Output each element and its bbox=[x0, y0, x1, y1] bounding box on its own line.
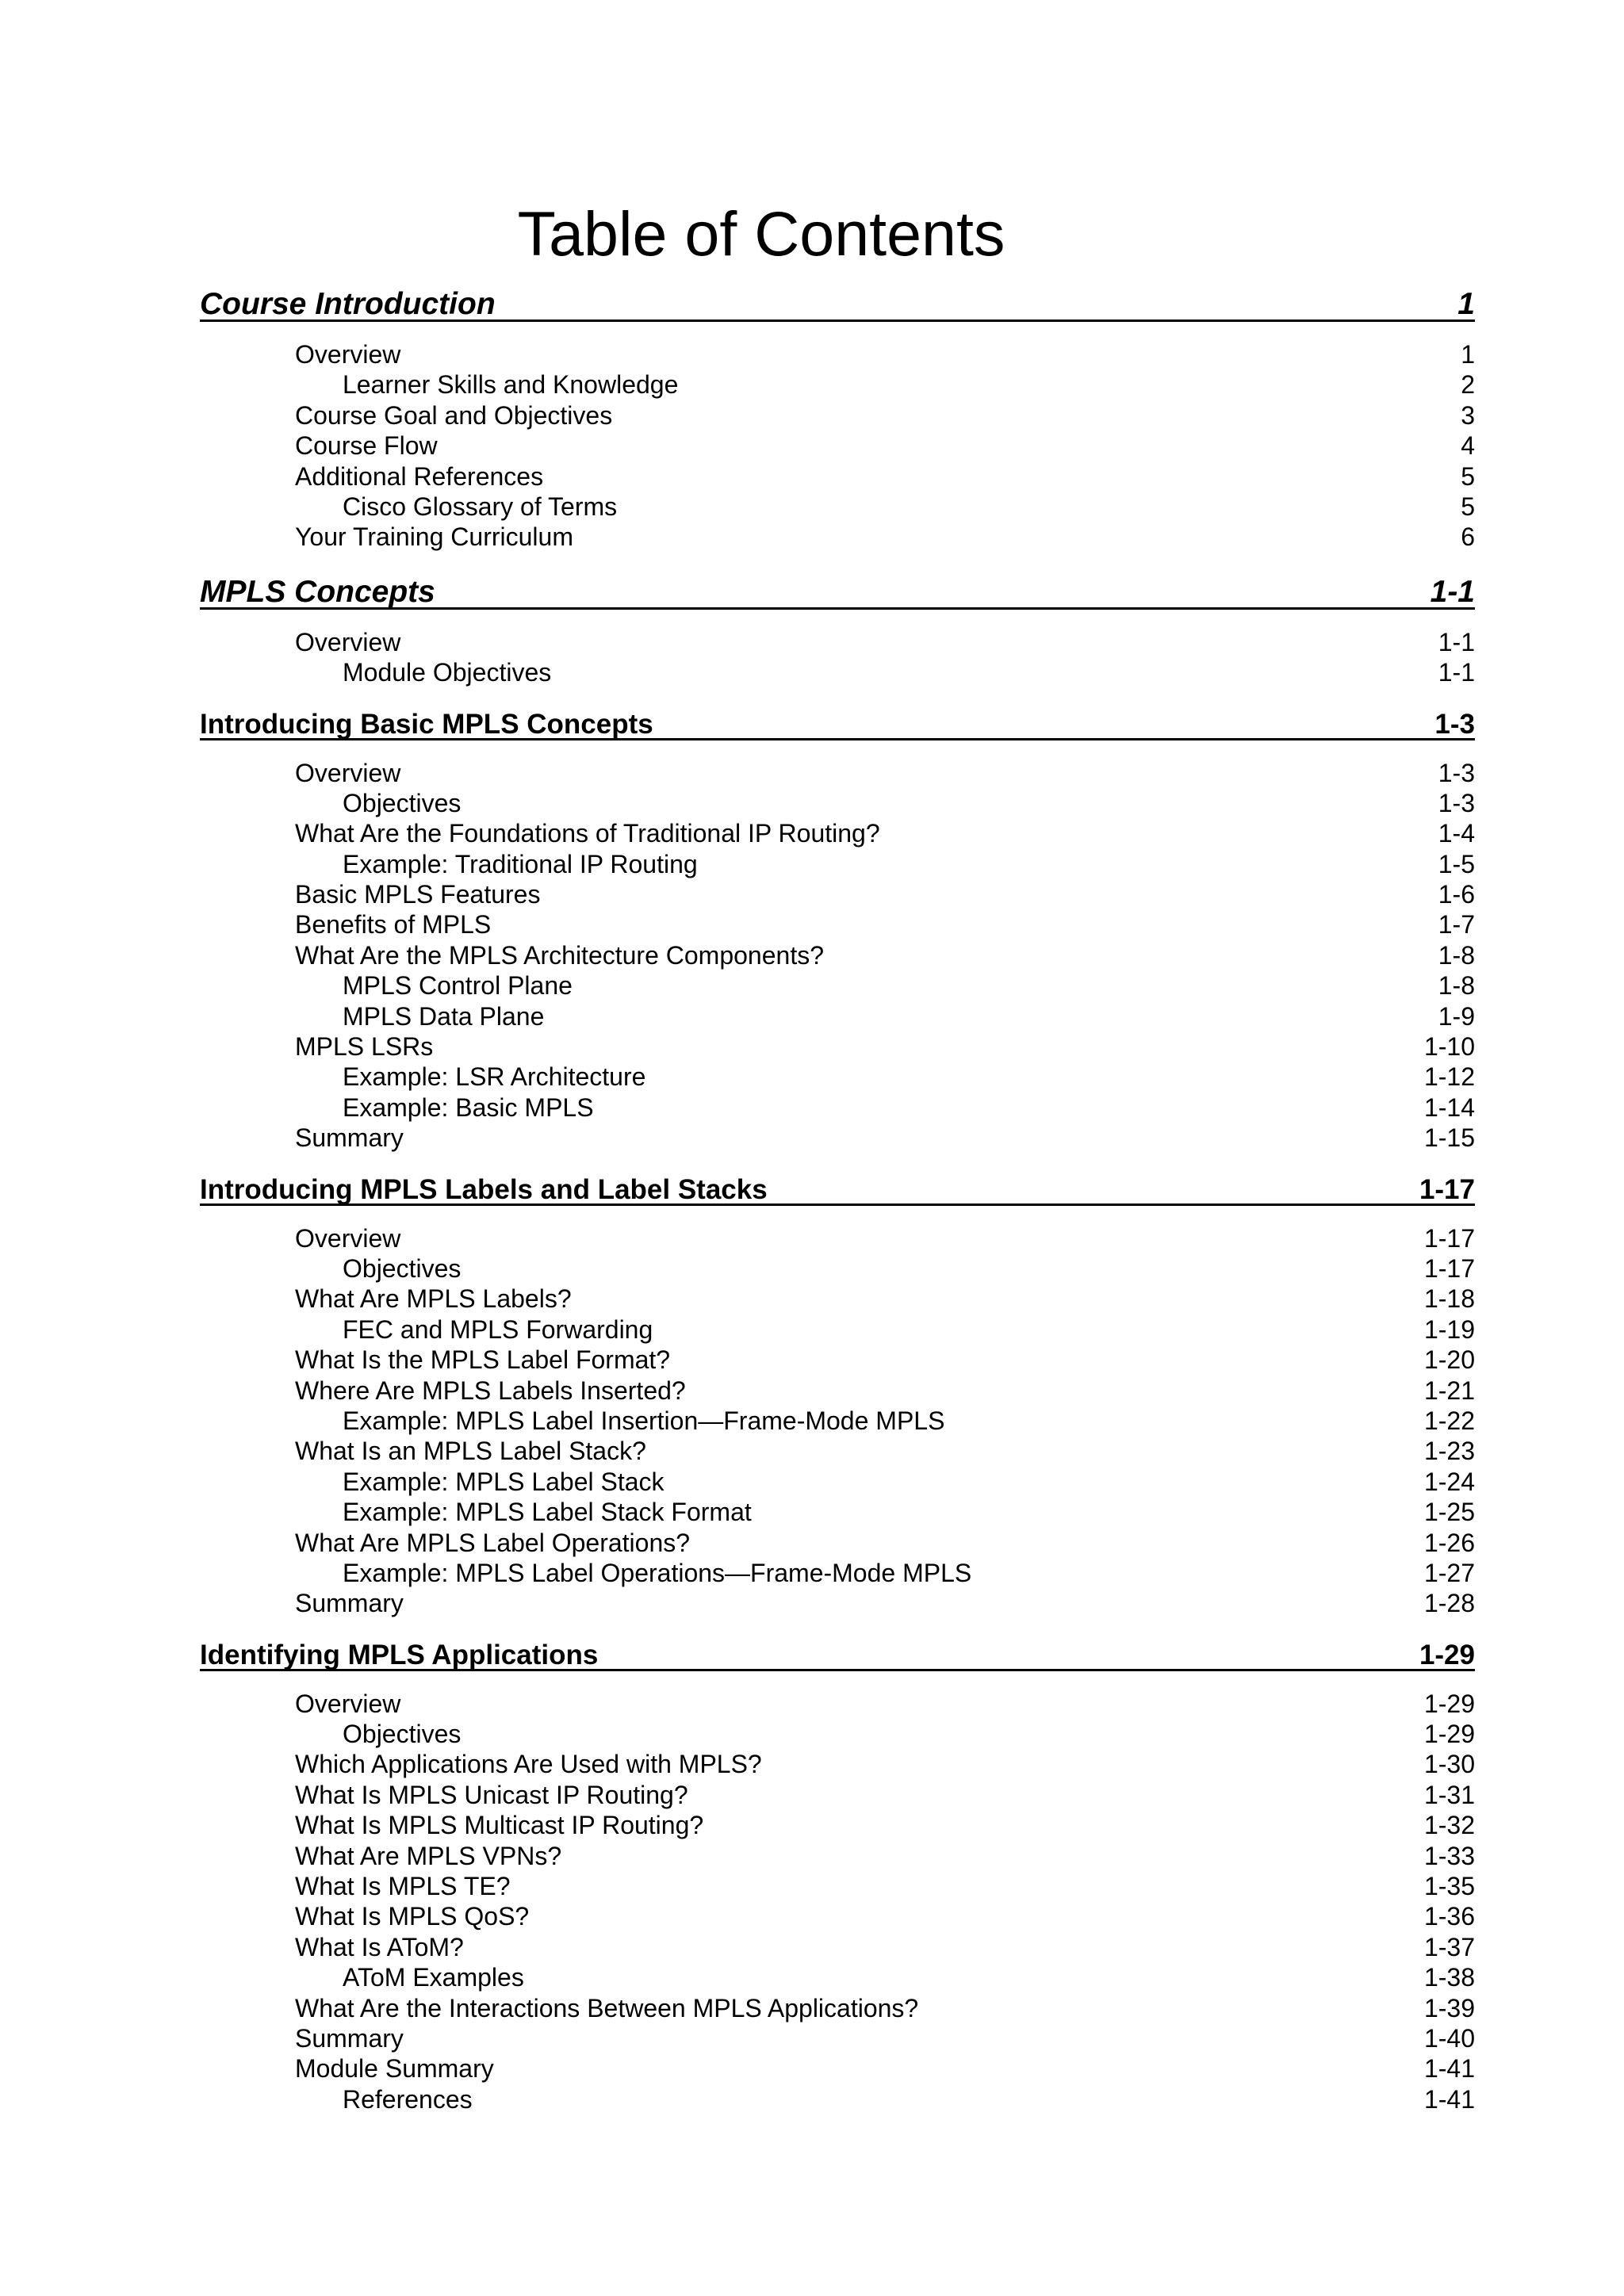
toc-entry[interactable] bbox=[200, 2023, 1475, 2053]
entry-page-number: 1-12 bbox=[1423, 1062, 1475, 1092]
section-page-number: 1-1 bbox=[1430, 574, 1475, 609]
entry-label: What Are the Interactions Between MPLS Applications? bbox=[295, 1993, 919, 2022]
entry-label: MPLS Control Plane bbox=[343, 971, 573, 1001]
toc-subentry[interactable] bbox=[200, 492, 1475, 522]
toc-subentry[interactable] bbox=[200, 369, 1475, 400]
toc-subentry[interactable] bbox=[200, 1001, 1475, 1031]
entry-label: What Is the MPLS Label Format? bbox=[295, 1345, 671, 1375]
section-page-number: 1-17 bbox=[1419, 1173, 1475, 1205]
section-title: Identifying MPLS Applications bbox=[200, 1639, 599, 1670]
toc-subentry[interactable] bbox=[200, 1314, 1475, 1345]
toc-subentry[interactable] bbox=[200, 849, 1475, 879]
section-page-number: 1-29 bbox=[1419, 1639, 1475, 1670]
entry-label: Your Training Curriculum bbox=[295, 522, 573, 552]
toc-subentry[interactable] bbox=[200, 1719, 1475, 1749]
entry-page-number: 5 bbox=[1461, 492, 1475, 521]
entry-label: Objectives bbox=[343, 1720, 462, 1749]
lesson-heading[interactable] bbox=[200, 1169, 1475, 1206]
toc-entry[interactable] bbox=[200, 879, 1475, 909]
entry-label: Summary bbox=[295, 2023, 404, 2053]
entry-label: What Is AToM? bbox=[295, 1932, 464, 1961]
entry-page-number: 1-21 bbox=[1423, 1376, 1475, 1405]
toc-subentry[interactable] bbox=[200, 1093, 1475, 1123]
entry-label: Course Flow bbox=[295, 431, 438, 461]
entry-label: Example: LSR Architecture bbox=[343, 1062, 646, 1092]
toc-entry[interactable] bbox=[200, 1528, 1475, 1558]
entry-label: Example: MPLS Label Insertion—Frame-Mode MPLS bbox=[343, 1406, 945, 1435]
table-of-contents bbox=[200, 281, 1475, 2130]
toc-entry[interactable] bbox=[200, 1588, 1475, 1618]
entry-page-number: 1-29 bbox=[1423, 1720, 1475, 1749]
entry-page-number: 1-37 bbox=[1423, 1932, 1475, 1961]
entry-page-number: 5 bbox=[1461, 461, 1475, 491]
section-page-number: 1-3 bbox=[1434, 708, 1475, 740]
toc-entry[interactable] bbox=[200, 1031, 1475, 1062]
entry-label: What Is MPLS QoS? bbox=[295, 1902, 530, 1931]
entry-page-number: 1-8 bbox=[1438, 971, 1475, 1001]
toc-subentry[interactable] bbox=[200, 1497, 1475, 1527]
entry-page-number: 1-17 bbox=[1423, 1223, 1475, 1253]
toc-section bbox=[200, 1635, 1475, 2130]
entry-page-number: 1-30 bbox=[1423, 1750, 1475, 1779]
entry-label: MPLS LSRs bbox=[295, 1032, 434, 1062]
entry-page-number: 1-5 bbox=[1438, 849, 1475, 878]
module-heading[interactable] bbox=[200, 568, 1475, 610]
toc-entry[interactable] bbox=[200, 1345, 1475, 1375]
entry-page-number: 1-36 bbox=[1423, 1902, 1475, 1931]
entry-label: What Is an MPLS Label Stack? bbox=[295, 1437, 646, 1466]
toc-entry[interactable] bbox=[200, 1993, 1475, 2023]
entry-list bbox=[200, 610, 1475, 704]
entry-list bbox=[200, 740, 1475, 1169]
toc-entry[interactable] bbox=[200, 1436, 1475, 1466]
toc-subentry[interactable] bbox=[200, 1253, 1475, 1284]
entry-label: AToM Examples bbox=[343, 1963, 524, 1992]
toc-section bbox=[200, 281, 1475, 568]
entry-label: Which Applications Are Used with MPLS? bbox=[295, 1750, 762, 1779]
toc-section bbox=[200, 1169, 1475, 1635]
entry-page-number: 1-28 bbox=[1423, 1589, 1475, 1618]
entry-page-number: 1-41 bbox=[1423, 2054, 1475, 2084]
entry-page-number: 1-24 bbox=[1423, 1467, 1475, 1496]
entry-page-number: 1-9 bbox=[1438, 1001, 1475, 1031]
entry-page-number: 1-22 bbox=[1423, 1406, 1475, 1435]
section-title: Course Introduction bbox=[200, 287, 496, 321]
entry-page-number: 1-40 bbox=[1423, 2023, 1475, 2053]
entry-label: What Are the MPLS Architecture Components? bbox=[295, 940, 824, 970]
entry-label: Overview bbox=[295, 1223, 401, 1253]
entry-label: Summary bbox=[295, 1589, 404, 1618]
toc-subentry[interactable] bbox=[200, 788, 1475, 818]
entry-label: Overview bbox=[295, 627, 401, 656]
entry-page-number: 1-25 bbox=[1423, 1498, 1475, 1527]
entry-page-number: 1-17 bbox=[1423, 1253, 1475, 1283]
entry-label: What Is MPLS TE? bbox=[295, 1872, 511, 1901]
entry-label: Example: MPLS Label Operations—Frame-Mode MPLS bbox=[343, 1558, 972, 1587]
toc-entry[interactable] bbox=[200, 461, 1475, 492]
entry-page-number: 1-27 bbox=[1423, 1558, 1475, 1587]
toc-entry[interactable] bbox=[200, 1780, 1475, 1810]
entry-label: Course Goal and Objectives bbox=[295, 400, 613, 430]
entry-page-number: 1-26 bbox=[1423, 1528, 1475, 1557]
entry-page-number: 2 bbox=[1461, 370, 1475, 400]
toc-entry[interactable] bbox=[200, 1689, 1475, 1719]
toc-subentry[interactable] bbox=[200, 2084, 1475, 2114]
entry-page-number: 1-18 bbox=[1423, 1284, 1475, 1314]
entry-label: Example: Basic MPLS bbox=[343, 1093, 594, 1122]
toc-entry[interactable] bbox=[200, 400, 1475, 430]
toc-entry[interactable] bbox=[200, 1810, 1475, 1840]
entry-page-number: 6 bbox=[1461, 522, 1475, 552]
entry-label: Objectives bbox=[343, 788, 462, 817]
page-title: Table of Contents bbox=[517, 198, 1005, 269]
section-title: Introducing Basic MPLS Concepts bbox=[200, 708, 653, 740]
toc-entry[interactable] bbox=[200, 2053, 1475, 2084]
lesson-heading[interactable] bbox=[200, 1635, 1475, 1671]
toc-entry[interactable] bbox=[200, 758, 1475, 788]
toc-entry[interactable] bbox=[200, 1749, 1475, 1779]
entry-page-number: 1-1 bbox=[1438, 658, 1475, 687]
toc-entry[interactable] bbox=[200, 1871, 1475, 1901]
entry-label: Learner Skills and Knowledge bbox=[343, 370, 679, 400]
toc-section bbox=[200, 704, 1475, 1169]
entry-label: Additional References bbox=[295, 461, 544, 491]
entry-page-number: 1-20 bbox=[1423, 1345, 1475, 1375]
toc-entry[interactable] bbox=[200, 1223, 1475, 1253]
entry-label: Cisco Glossary of Terms bbox=[343, 492, 618, 521]
entry-label: What Are the Foundations of Traditional IP Routing? bbox=[295, 819, 880, 848]
entry-page-number: 1-15 bbox=[1423, 1123, 1475, 1153]
entry-label: Objectives bbox=[343, 1253, 462, 1283]
entry-label: Example: MPLS Label Stack bbox=[343, 1467, 665, 1496]
entry-label: What Are MPLS VPNs? bbox=[295, 1841, 562, 1870]
entry-page-number: 3 bbox=[1461, 400, 1475, 430]
entry-label: Module Objectives bbox=[343, 658, 552, 687]
entry-page-number: 1-39 bbox=[1423, 1993, 1475, 2022]
entry-page-number: 1-23 bbox=[1423, 1437, 1475, 1466]
toc-entry[interactable] bbox=[200, 430, 1475, 461]
entry-page-number: 1 bbox=[1461, 340, 1475, 369]
entry-label: What Is MPLS Unicast IP Routing? bbox=[295, 1780, 688, 1809]
entry-page-number: 1-3 bbox=[1438, 758, 1475, 787]
section-page-number: 1 bbox=[1457, 287, 1475, 321]
entry-label: Overview bbox=[295, 1689, 401, 1718]
toc-entry[interactable] bbox=[200, 522, 1475, 552]
entry-label: Basic MPLS Features bbox=[295, 880, 541, 909]
entry-page-number: 1-4 bbox=[1438, 819, 1475, 848]
entry-label: What Are MPLS Label Operations? bbox=[295, 1528, 691, 1557]
entry-list bbox=[200, 322, 1475, 568]
entry-label: Module Summary bbox=[295, 2054, 494, 2084]
entry-label: Overview bbox=[295, 758, 401, 787]
entry-page-number: 1-14 bbox=[1423, 1093, 1475, 1122]
entry-label: References bbox=[343, 2084, 473, 2114]
section-title: MPLS Concepts bbox=[200, 574, 435, 609]
toc-entry[interactable] bbox=[200, 1932, 1475, 1962]
entry-page-number: 1-31 bbox=[1423, 1780, 1475, 1809]
entry-label: MPLS Data Plane bbox=[343, 1001, 545, 1031]
toc-entry[interactable] bbox=[200, 339, 1475, 369]
toc-entry[interactable] bbox=[200, 1376, 1475, 1406]
lesson-heading[interactable] bbox=[200, 704, 1475, 740]
entry-page-number: 1-35 bbox=[1423, 1872, 1475, 1901]
toc-entry[interactable] bbox=[200, 909, 1475, 939]
entry-page-number: 1-3 bbox=[1438, 788, 1475, 817]
toc-entry[interactable] bbox=[200, 1841, 1475, 1871]
toc-entry[interactable] bbox=[200, 818, 1475, 848]
entry-page-number: 1-29 bbox=[1423, 1689, 1475, 1718]
entry-label: Benefits of MPLS bbox=[295, 910, 492, 939]
toc-subentry[interactable] bbox=[200, 970, 1475, 1001]
entry-page-number: 1-41 bbox=[1423, 2084, 1475, 2114]
toc-subentry[interactable] bbox=[200, 1962, 1475, 1992]
entry-label: What Are MPLS Labels? bbox=[295, 1284, 572, 1314]
toc-subentry[interactable] bbox=[200, 1406, 1475, 1436]
toc-section bbox=[200, 568, 1475, 704]
toc-subentry[interactable] bbox=[200, 1062, 1475, 1092]
toc-entry[interactable] bbox=[200, 1284, 1475, 1314]
entry-page-number: 1-38 bbox=[1423, 1963, 1475, 1992]
entry-page-number: 1-19 bbox=[1423, 1314, 1475, 1344]
entry-label: Overview bbox=[295, 340, 401, 369]
entry-page-number: 1-6 bbox=[1438, 880, 1475, 909]
entry-list bbox=[200, 1671, 1475, 2130]
toc-entry[interactable] bbox=[200, 1123, 1475, 1153]
entry-page-number: 1-1 bbox=[1438, 627, 1475, 656]
module-heading[interactable] bbox=[200, 281, 1475, 322]
toc-entry[interactable] bbox=[200, 627, 1475, 657]
entry-label: What Is MPLS Multicast IP Routing? bbox=[295, 1811, 704, 1840]
entry-page-number: 1-8 bbox=[1438, 940, 1475, 970]
entry-label: Where Are MPLS Labels Inserted? bbox=[295, 1376, 686, 1405]
toc-entry[interactable] bbox=[200, 940, 1475, 970]
entry-page-number: 1-10 bbox=[1423, 1032, 1475, 1062]
toc-subentry[interactable] bbox=[200, 1558, 1475, 1588]
entry-label: Example: Traditional IP Routing bbox=[343, 849, 698, 878]
entry-page-number: 1-33 bbox=[1423, 1841, 1475, 1870]
entry-label: FEC and MPLS Forwarding bbox=[343, 1314, 653, 1344]
section-title: Introducing MPLS Labels and Label Stacks bbox=[200, 1173, 768, 1205]
entry-page-number: 1-7 bbox=[1438, 910, 1475, 939]
toc-subentry[interactable] bbox=[200, 1467, 1475, 1497]
toc-entry[interactable] bbox=[200, 1901, 1475, 1931]
entry-label: Summary bbox=[295, 1123, 404, 1153]
entry-page-number: 4 bbox=[1461, 431, 1475, 461]
toc-subentry[interactable] bbox=[200, 657, 1475, 687]
entry-page-number: 1-32 bbox=[1423, 1811, 1475, 1840]
entry-label: Example: MPLS Label Stack Format bbox=[343, 1498, 752, 1527]
entry-list bbox=[200, 1206, 1475, 1635]
